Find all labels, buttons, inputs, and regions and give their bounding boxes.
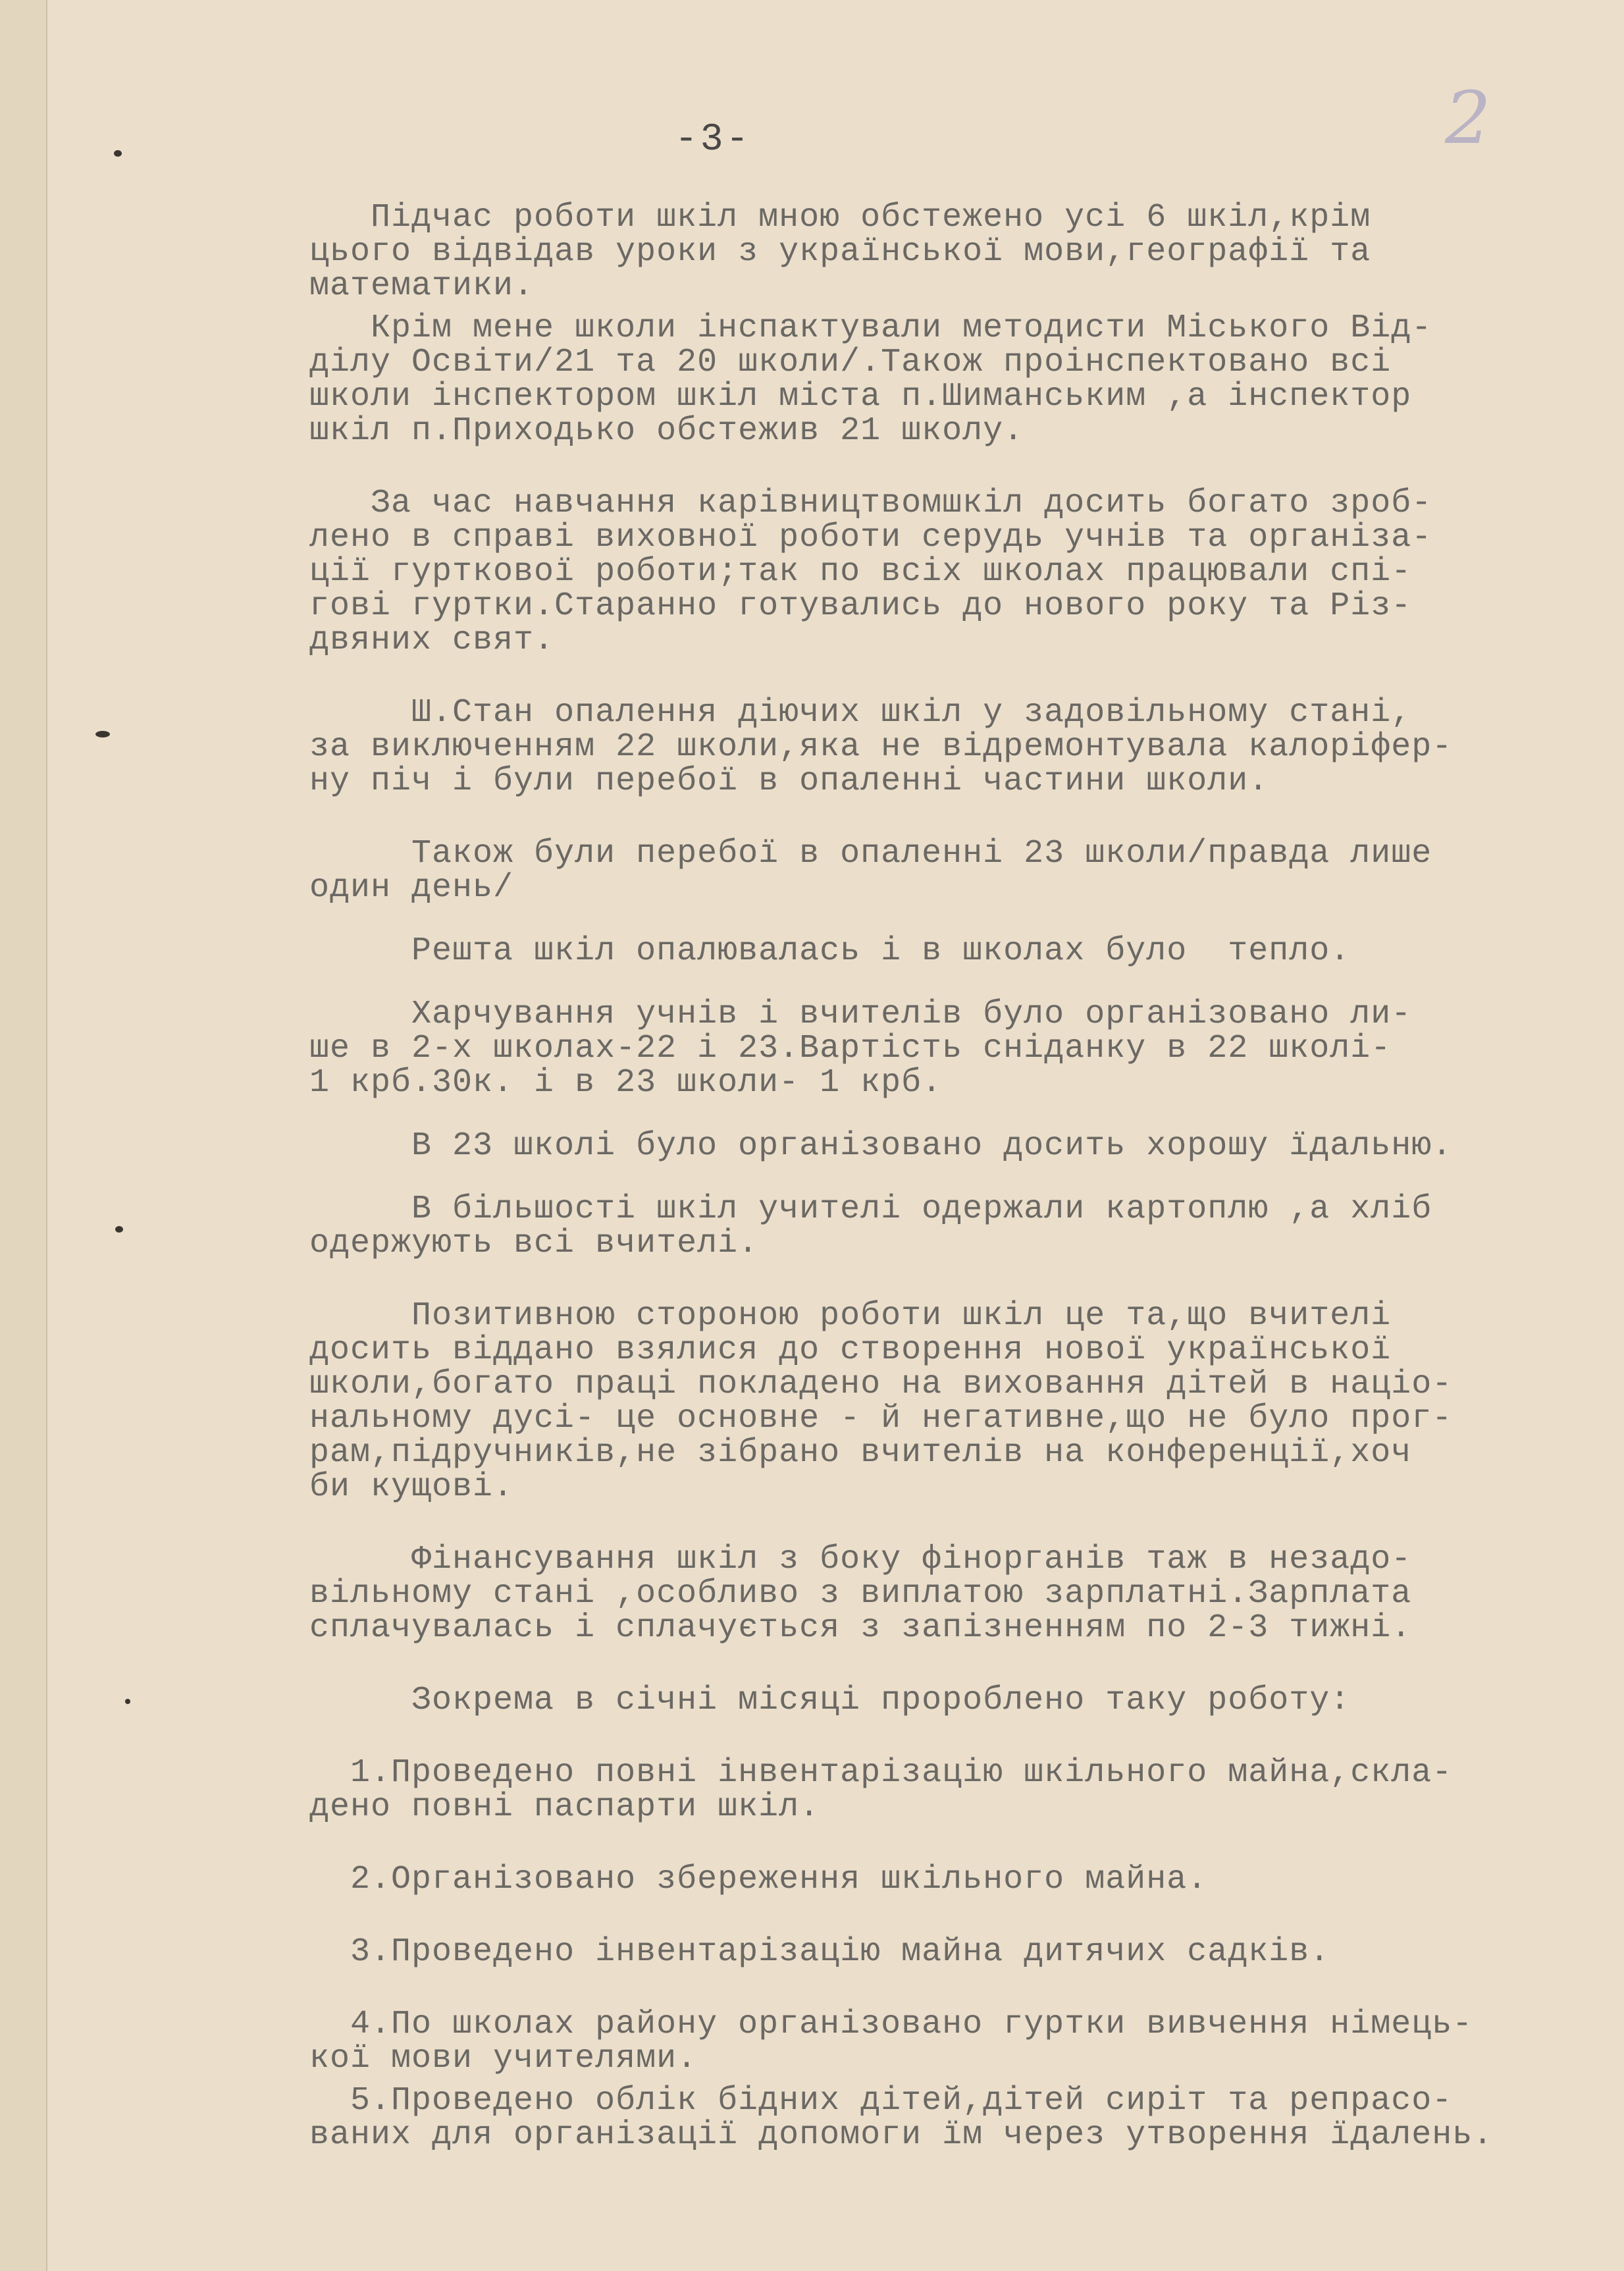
text-line: Підчас роботи шкіл мною обстежено усі 6 шкіл,крім [309,199,1371,236]
text-line: Решта шкіл опалювалась і в школах було тепло. [309,932,1351,970]
paragraph [309,487,1586,658]
paragraph [309,2084,1586,2152]
paragraph [309,1543,1586,1645]
text-line: ну піч і були перебої в опаленні частини школи. [309,762,1269,800]
paragraph [309,1863,1586,1897]
text-line: рам,підручників,не зібрано вчителів на конференції,хоч [309,1434,1412,1472]
paragraph [309,934,1586,969]
paragraph [309,696,1586,799]
text-line: двяних свят. [309,622,555,659]
paragraph [309,2008,1586,2076]
text-line: шкіл п.Приходько обстежив 21 школу. [309,412,1024,450]
paragraph [309,1756,1586,1825]
paragraph [309,1299,1586,1505]
text-line: Харчування учнів і вчителів було організовано ли- [309,996,1412,1033]
text-line: Ш.Стан опалення діючих шкіл у задовільному стані, [309,694,1412,732]
text-line: дено повні паспарти шкіл. [309,1788,820,1826]
text-line: 4.По школах району організовано гуртки вивчення німець- [309,2006,1473,2043]
text-line: вільному стані ,особливо з виплатою зарплатні.Зарплата [309,1575,1412,1613]
binding-margin [0,0,47,2271]
page-number: -3- [675,119,752,161]
text-line: кої мови учителями. [309,2040,698,2077]
punch-hole-mark [95,731,110,737]
text-line: за виключенням 22 школи,яка не відремонтувала калоріфер- [309,728,1453,766]
text-line: ваних для організації допомоги їм через утворення їдалень. [309,2116,1494,2154]
punch-hole-mark [114,150,122,157]
text-line: гові гуртки.Старанно готувались до нового року та Різ- [309,587,1412,625]
text-line: цього відвідав уроки з української мови,географії та [309,233,1371,271]
text-line: одержують всі вчителі. [309,1225,759,1262]
text-line: В більшості шкіл учителі одержали картоплю ,а хліб [309,1190,1432,1228]
text-line: нальному дусі- це основне - й негативне,що не було прог- [309,1400,1453,1437]
text-line: школи інспектором шкіл міста п.Шиманським ,а інспектор [309,378,1412,415]
text-line: 5.Проведено облік бідних дітей,дітей сиріт та репрасо- [309,2082,1453,2120]
punch-hole-mark [115,1226,123,1233]
text-line: Також були перебої в опаленні 23 школи/правда лише [309,835,1432,872]
paragraph [309,311,1586,448]
text-line: В 23 школі було організовано досить хорошу їдальню. [309,1127,1453,1165]
text-line: Фінансування шкіл з боку фінорганів таж в незадо- [309,1541,1412,1578]
punch-hole-mark [125,1699,130,1704]
text-line: ділу Освіти/21 та 20 школи/.Також проінспектовано всі [309,344,1392,381]
paragraph [309,1192,1586,1261]
text-line: 1.Проведено повні інвентарізацію шкільного майна,скла- [309,1754,1453,1792]
text-line: досить віддано взялися до створення нової української [309,1331,1392,1369]
text-line: 3.Проведено інвентарізацію майна дитячих садків. [309,1933,1330,1971]
text-line: один день/ [309,869,514,907]
text-line: школи,богато праці покладено на виховання дітей в націо- [309,1366,1453,1403]
paragraph [309,837,1586,905]
paragraph [309,998,1586,1100]
text-line: математики. [309,267,535,305]
paragraph [309,1129,1586,1163]
paragraph [309,1935,1586,1969]
text-line: 2.Організовано збереження шкільного майна. [309,1861,1208,1898]
text-line: Позитивною стороною роботи шкіл це та,що вчителі [309,1297,1392,1335]
text-line: За час навчання карівництвомшкіл досить богато зроб- [309,485,1432,522]
text-line: Зокрема в січні місяці пророблено таку роботу: [309,1682,1351,1719]
paragraph [309,1684,1586,1718]
text-line: ше в 2-х школах-22 і 23.Вартість сніданку в 22 школі- [309,1030,1392,1067]
paragraph [309,201,1586,304]
folio-number: 2 [1445,76,1491,160]
text-line: ції гурткової роботи;так по всіх школах працювали спі- [309,553,1412,591]
text-line: би кущові. [309,1468,514,1506]
text-line: сплачувалась і сплачується з запізненням по 2-3 тижні. [309,1609,1412,1647]
text-line: лено в справі виховної роботи серудь учнів та організа- [309,519,1432,556]
text-line: 1 крб.30к. і в 23 школи- 1 крб. [309,1064,943,1102]
text-line: Крім мене школи інспактували методисти Міського Від- [309,309,1432,347]
document-body [309,201,1586,2152]
